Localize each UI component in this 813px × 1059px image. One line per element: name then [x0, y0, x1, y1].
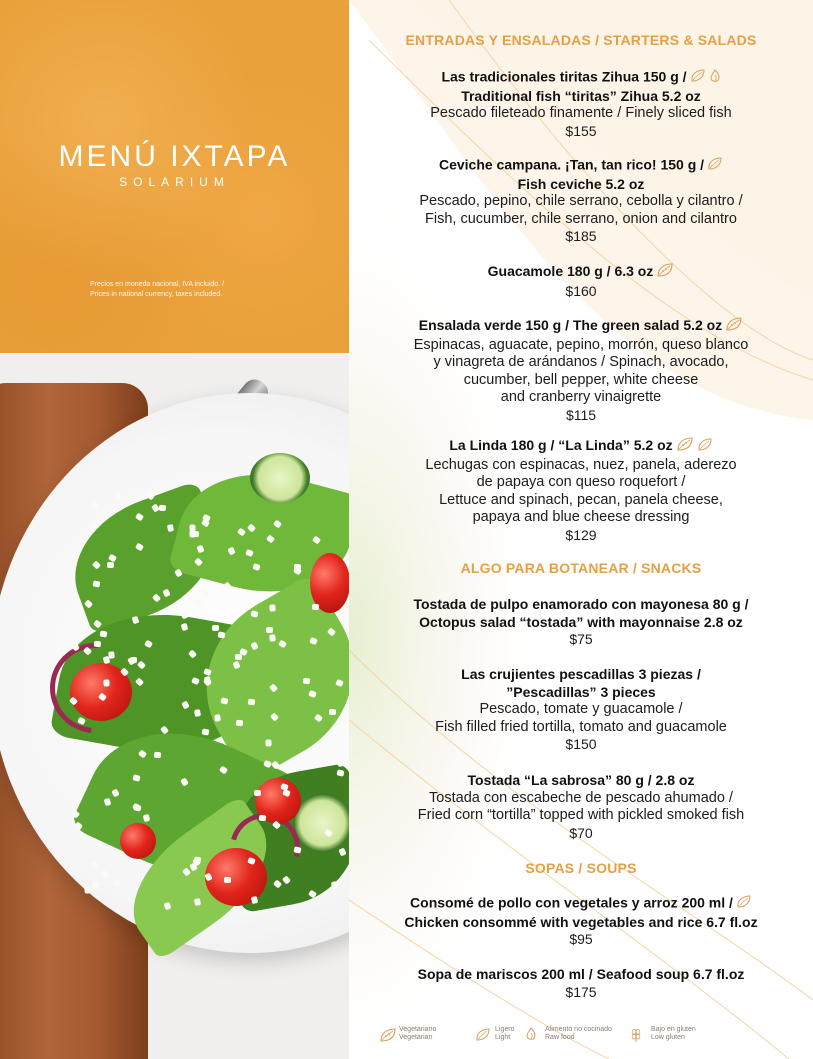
cheese-crumble	[254, 790, 261, 796]
left-column	[0, 0, 349, 1059]
section-heading: ALGO PARA BOTANEAR / SNACKS	[460, 560, 702, 576]
light-leaf-icon	[697, 437, 713, 457]
cherry-tomato	[120, 823, 156, 859]
menu-item	[359, 262, 803, 300]
cheese-crumble	[153, 751, 160, 758]
raw-food-icon	[525, 1027, 537, 1046]
cheese-crumble	[266, 739, 272, 746]
item-description: Fish, cucumber, chile serrano, onion and cilantro	[425, 210, 737, 227]
item-price: $70	[569, 824, 593, 841]
item-name-text: Las tradicionales tiritas Zihua 150 g /	[441, 68, 687, 85]
cheese-crumble	[194, 709, 201, 717]
item-description: Pescado, pepino, chile serrano, cebolla y cilantro /	[419, 193, 743, 209]
light-leaf-icon	[736, 894, 752, 914]
menu-item	[359, 894, 803, 949]
light-leaf-icon	[475, 1027, 491, 1047]
item-name-text: Traditional fish “tiritas” Zihua 5.2 oz	[461, 87, 701, 104]
price-note	[90, 280, 290, 300]
raw-food-icon	[709, 69, 721, 88]
item-name	[359, 176, 803, 194]
cheese-crumble	[224, 877, 231, 883]
legend-entry	[651, 1026, 696, 1042]
cheese-crumble	[212, 625, 219, 631]
item-price: $160	[565, 282, 597, 299]
item-name	[359, 88, 803, 106]
section-heading: ENTRADAS Y ENSALADAS / STARTERS & SALADS	[405, 32, 757, 48]
cheese-crumble	[103, 679, 109, 686]
item-name	[359, 596, 803, 614]
cheese-crumble	[107, 562, 114, 568]
cheese-crumble	[194, 898, 201, 906]
cheese-crumble	[236, 720, 243, 726]
vegetarian-leaf-icon	[379, 1027, 397, 1048]
light-leaf-icon	[707, 156, 723, 176]
cheese-crumble	[108, 651, 115, 659]
cucumber-slice	[295, 793, 349, 853]
vegetarian-leaf-icon	[676, 436, 694, 457]
menu-item	[359, 316, 803, 424]
item-description: de papaya con queso roquefort /	[476, 474, 686, 490]
cheese-crumble	[84, 887, 90, 894]
vegetarian-leaf-icon	[725, 316, 743, 337]
item-name-text: ”Pescadillas” 3 pieces	[506, 683, 656, 700]
item-name	[359, 894, 803, 914]
cheese-crumble	[194, 856, 202, 863]
menu-column	[349, 0, 813, 1059]
item-name	[359, 614, 803, 632]
item-price: $155	[565, 122, 597, 139]
item-price: $115	[565, 406, 597, 423]
item-description: Fried corn “tortilla” topped with pickled smoked fish	[417, 807, 745, 823]
light-leaf-icon	[690, 68, 706, 88]
legend-label-en: Vegetarian	[399, 1034, 433, 1041]
cheese-crumble	[259, 814, 267, 821]
legend-entry	[399, 1026, 436, 1042]
menu-item	[359, 666, 803, 754]
menu-subtitle: SOLARIUM	[119, 175, 230, 189]
item-name	[359, 666, 803, 684]
menu-content	[349, 0, 813, 1059]
item-description: y vinagreta de arándanos / Spinach, avocado,	[433, 354, 729, 370]
cheese-crumble	[329, 709, 336, 715]
item-name-text: Ensalada verde 150 g / The green salad 5.2 oz	[418, 316, 723, 333]
item-description: cucumber, bell pepper, white cheese	[463, 371, 699, 388]
item-name-text: Sopa de mariscos 200 ml / Seafood soup 6.7 fl.oz	[417, 966, 745, 982]
cheese-crumble	[214, 714, 221, 722]
menu-item	[359, 772, 803, 842]
vegetarian-leaf-icon	[656, 262, 674, 283]
low-gluten-icon	[631, 1027, 641, 1048]
item-price: $75	[569, 631, 593, 647]
item-price: $150	[565, 736, 597, 752]
cheese-crumble	[130, 657, 137, 663]
item-name-text: Octopus salad “tostada” with mayonnaise 2.8 oz	[419, 613, 743, 630]
item-name	[359, 684, 803, 702]
item-name-text: Tostada “La sabrosa” 80 g / 2.8 oz	[467, 772, 695, 788]
cheese-crumble	[217, 631, 225, 638]
cheese-crumble	[71, 753, 79, 760]
legend-label-es: Ligero	[495, 1026, 515, 1033]
item-description: Tostada con escabeche de pescado ahumado /	[429, 789, 733, 806]
item-name	[359, 156, 803, 176]
cheese-crumble	[269, 604, 275, 611]
item-name-text: Tostada de pulpo enamorado con mayonesa 80 g /	[413, 596, 749, 612]
legend-entry	[545, 1026, 612, 1042]
item-price: $175	[565, 983, 597, 1000]
legend-label-en: Low gluten	[651, 1034, 685, 1041]
item-description: Espinacas, aguacate, pepino, morrón, queso blanco	[413, 336, 749, 353]
menu-item	[359, 436, 803, 544]
item-name	[359, 914, 803, 932]
item-description: Fish filled fried tortilla, tomato and guacamole	[435, 718, 727, 735]
item-name	[359, 68, 803, 88]
menu-item	[359, 68, 803, 140]
item-description: Pescado fileteado finamente / Finely sliced fish	[430, 105, 732, 121]
section-heading: SOPAS / SOUPS	[525, 860, 637, 876]
item-name-text: Fish ceviche 5.2 oz	[517, 175, 645, 192]
menu-item	[359, 596, 803, 649]
item-name-text: Chicken consommé with vegetables and rice 6.7 fl.oz	[404, 913, 758, 930]
item-description: Pescado, tomate y guacamole /	[479, 701, 683, 717]
legend-label-en: Light	[495, 1034, 511, 1041]
legend-entry	[495, 1026, 514, 1042]
item-name-text: Consomé de pollo con vegetales y arroz 200 ml /	[410, 894, 733, 911]
cheese-crumble	[266, 627, 273, 633]
salad-photo	[0, 353, 349, 1059]
cheese-crumble	[94, 641, 102, 648]
item-name	[359, 262, 803, 283]
cheese-crumble	[159, 504, 166, 511]
item-description: papaya and blue cheese dressing	[472, 509, 690, 525]
cheese-crumble	[202, 728, 210, 735]
price-note-en: Prices in national currency, taxes included.	[90, 291, 223, 298]
item-name	[359, 772, 803, 790]
item-price: $95	[569, 931, 593, 947]
menu-item	[359, 966, 803, 1001]
cheese-crumble	[312, 604, 319, 610]
legend-label-en: Raw food	[545, 1034, 575, 1041]
item-description: and cranberry vinaigrette	[500, 389, 662, 405]
title-panel	[0, 0, 349, 353]
item-name	[359, 436, 803, 457]
item-description: Lettuce and spinach, pecan, panela cheese,	[439, 491, 723, 508]
cherry-tomato	[205, 848, 267, 906]
item-price: $129	[565, 526, 597, 543]
menu-item	[359, 156, 803, 246]
price-note-es: Precios en moneda nacional, IVA incluido. /	[90, 281, 225, 288]
item-name-text: La Linda 180 g / “La Linda” 5.2 oz	[449, 436, 673, 453]
cheese-crumble	[234, 654, 242, 661]
item-name-text: Ceviche campana. ¡Tan, tan rico! 150 g /	[438, 156, 705, 173]
cheese-crumble	[143, 814, 150, 822]
cheese-crumble	[189, 524, 195, 531]
legend-label-es: Bajo en gluten	[651, 1026, 696, 1033]
item-description: Lechugas con espinacas, nuez, panela, aderezo	[425, 456, 737, 473]
menu-title: MENÚ IXTAPA	[58, 140, 291, 173]
legend-label-es: Vegetariano	[399, 1026, 437, 1033]
legend-label-es: Alimento no cocinado	[545, 1026, 612, 1033]
cucumber-slice	[250, 453, 310, 503]
item-name	[359, 316, 803, 337]
item-name	[359, 966, 803, 984]
item-name-text: Guacamole 180 g / 6.3 oz	[487, 262, 654, 279]
item-name-text: Las crujientes pescadillas 3 piezas /	[461, 666, 701, 682]
item-price: $185	[565, 228, 597, 244]
